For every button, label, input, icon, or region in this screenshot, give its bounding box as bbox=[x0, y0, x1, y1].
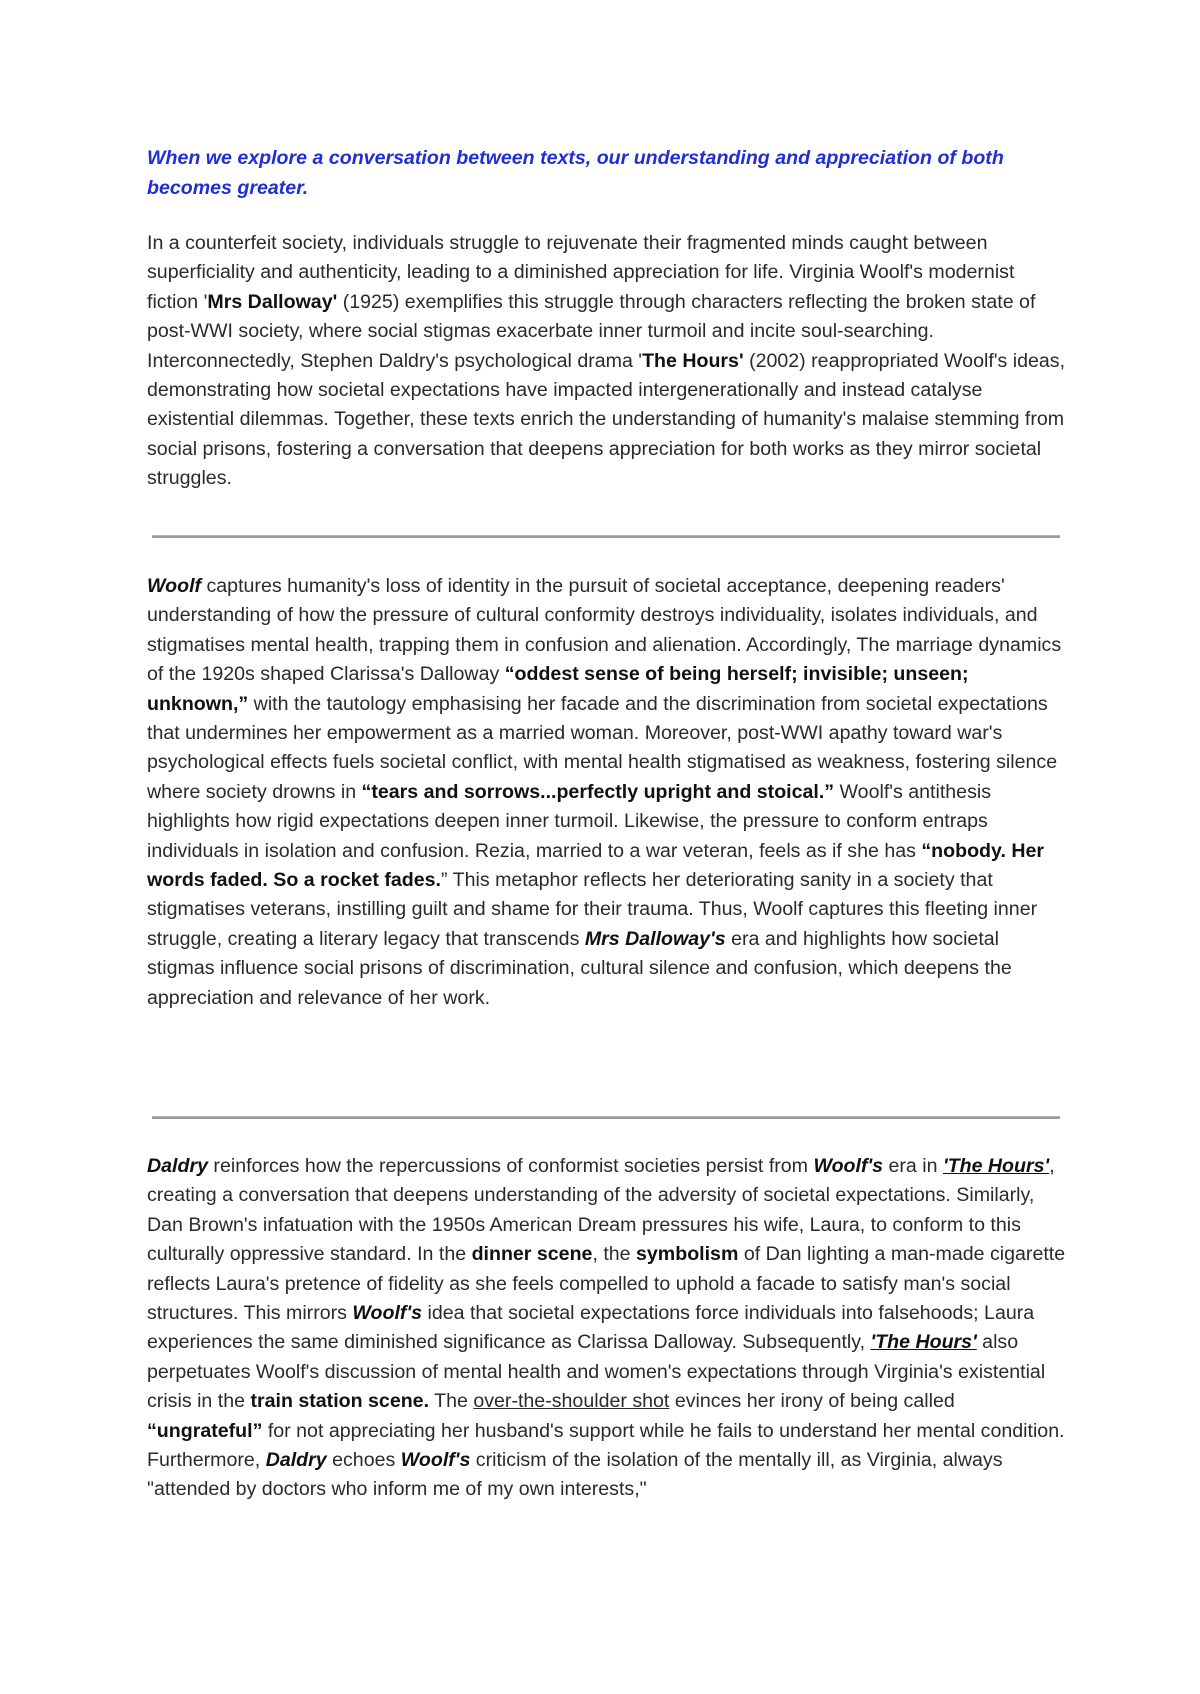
body2-text-2: era in bbox=[883, 1155, 943, 1177]
body2-over-the-shoulder-shot: over-the-shoulder shot bbox=[473, 1390, 670, 1413]
body2-text-5: of Dan lighting a man-made cigarette reflects Laura's pretence of fidelity as she feels compelled to uphold a facade to satisfy man's social structures. This mirrors bbox=[147, 1243, 1066, 1325]
body2-text-9: evinces her irony of being called bbox=[669, 1390, 955, 1413]
body2-text-6: idea that societal expectations force individuals into falsehoods; Laura experiences the same diminished significance as Clarissa Dalloway. Subsequently, bbox=[147, 1302, 1035, 1354]
body2-woolfs-3: Woolf's bbox=[400, 1449, 471, 1472]
body1-text-4: ” This metaphor reflects her deteriorating sanity in a society that stigmatises veterans, instilling guilt and shame for their trauma. Thus, Woolf captures this fleeting inner struggle, creating a literary legacy that transcends bbox=[147, 869, 1038, 950]
body-paragraph-woolf bbox=[147, 572, 1067, 1013]
body2-daldry-2: Daldry bbox=[265, 1449, 327, 1472]
body-paragraph-daldry bbox=[147, 1152, 1067, 1505]
intro-title-the-hours: The Hours' bbox=[642, 349, 744, 372]
intro-text-2: (1925) exemplifies this struggle through characters reflecting the broken state of post-WWI society, where social stigmas exacerbate inner turmoil and incite soul-searching. Interconnectedly, Stephen Daldry's psychological drama ' bbox=[147, 290, 1036, 372]
intro-title-mrs-dalloway: Mrs Dalloway' bbox=[207, 290, 338, 313]
body2-text-7: also perpetuates Woolf's discussion of mental health and women's expectations through Virginia's existential crisis in the bbox=[147, 1331, 1046, 1413]
body2-ungrateful: “ungrateful” bbox=[147, 1419, 263, 1442]
body2-text-10: for not appreciating her husband's support while he fails to understand her mental condition. Furthermore, bbox=[147, 1419, 1065, 1472]
body2-text-3: , creating a conversation that deepens understanding of the adversity of societal expectations. Similarly, Dan Brown's infatuation with the 1950s American Dream pressures his wife, Laura, to conform to this culturally oppressive standard. In the bbox=[147, 1155, 1055, 1266]
body2-text-11: echoes bbox=[326, 1449, 401, 1472]
body2-woolfs-2: Woolf's bbox=[352, 1302, 423, 1325]
body2-the-hours-2: 'The Hours' bbox=[870, 1331, 977, 1354]
body1-text-1: captures humanity's loss of identity in the pursuit of societal acceptance, deepening readers' understanding of how the pressure of cultural conformity destroys individuality, isolates individuals, and stigmatises mental health, trapping them in confusion and alienation. Accordingly, The marriage dynamics of the 1920s shaped Clarissa's Dalloway bbox=[147, 575, 1062, 686]
body2-the-hours-1: 'The Hours' bbox=[942, 1155, 1050, 1177]
body2-daldry: Daldry bbox=[147, 1155, 208, 1177]
intro-text-1: In a counterfeit society, individuals struggle to rejuvenate their fragmented minds caught between superficiality and authenticity, leading to a diminished appreciation for life. Virginia Woolf's modernist fiction ' bbox=[147, 232, 1015, 313]
body1-woolf: Woolf bbox=[147, 575, 202, 597]
body1-quote-1: “oddest sense of being herself; invisible; unseen; unknown,” bbox=[147, 663, 969, 715]
body2-train-station-scene: train station scene. bbox=[250, 1390, 430, 1413]
body2-dinner-scene: dinner scene bbox=[471, 1243, 593, 1266]
body2-symbolism: symbolism bbox=[636, 1243, 739, 1266]
section-divider bbox=[152, 535, 1060, 538]
body1-text-3: Woolf's antithesis highlights how rigid expectations deepen inner turmoil. Likewise, the pressure to conform entraps individuals in isolation and confusion. Rezia, married to a war veteran, feels as if she has bbox=[147, 780, 992, 862]
body2-woolfs: Woolf's bbox=[813, 1155, 884, 1177]
body2-text-1: reinforces how the repercussions of conformist societies persist from bbox=[207, 1155, 814, 1177]
body2-text-8: The bbox=[429, 1390, 474, 1413]
body1-quote-3: “nobody. Her words faded. So a rocket fades. bbox=[147, 839, 1045, 892]
body2-text-4: , the bbox=[592, 1243, 637, 1266]
body1-text-5: era and highlights how societal stigmas influence social prisons of discrimination, cultural silence and confusion, which deepens the appreciation and relevance of her work. bbox=[147, 927, 1012, 1009]
intro-text-3: (2002) reappropriated Woolf's ideas, demonstrating how societal expectations have impacted intergenerationally and instead catalyse existential dilemmas. Together, these texts enrich the understanding of humanity's malaise stemming from social prisons, fostering a conversation that deepens appreciation for both works as they mirror societal struggles. bbox=[147, 349, 1066, 490]
body1-quote-2: “tears and sorrows...perfectly upright and stoical.” bbox=[361, 780, 835, 803]
essay-question: When we explore a conversation between texts, our understanding and appreciation of both becomes greater. bbox=[147, 147, 1004, 199]
body1-text-2: with the tautology emphasising her facade and the discrimination from societal expectations that undermines her empowerment as a married woman. Moreover, post-WWI apathy toward war's psychological effects fuels societal conflict, with mental health stigmatised as weakness, fostering silence where society drowns in bbox=[147, 692, 1058, 803]
body2-text-12: criticism of the isolation of the mentally ill, as Virginia, always "attended by doctors who inform me of my own interests," bbox=[147, 1449, 1003, 1501]
section-divider bbox=[152, 1116, 1060, 1119]
body1-mrs-dalloways: Mrs Dalloway's bbox=[584, 927, 726, 950]
intro-paragraph bbox=[147, 229, 1067, 494]
